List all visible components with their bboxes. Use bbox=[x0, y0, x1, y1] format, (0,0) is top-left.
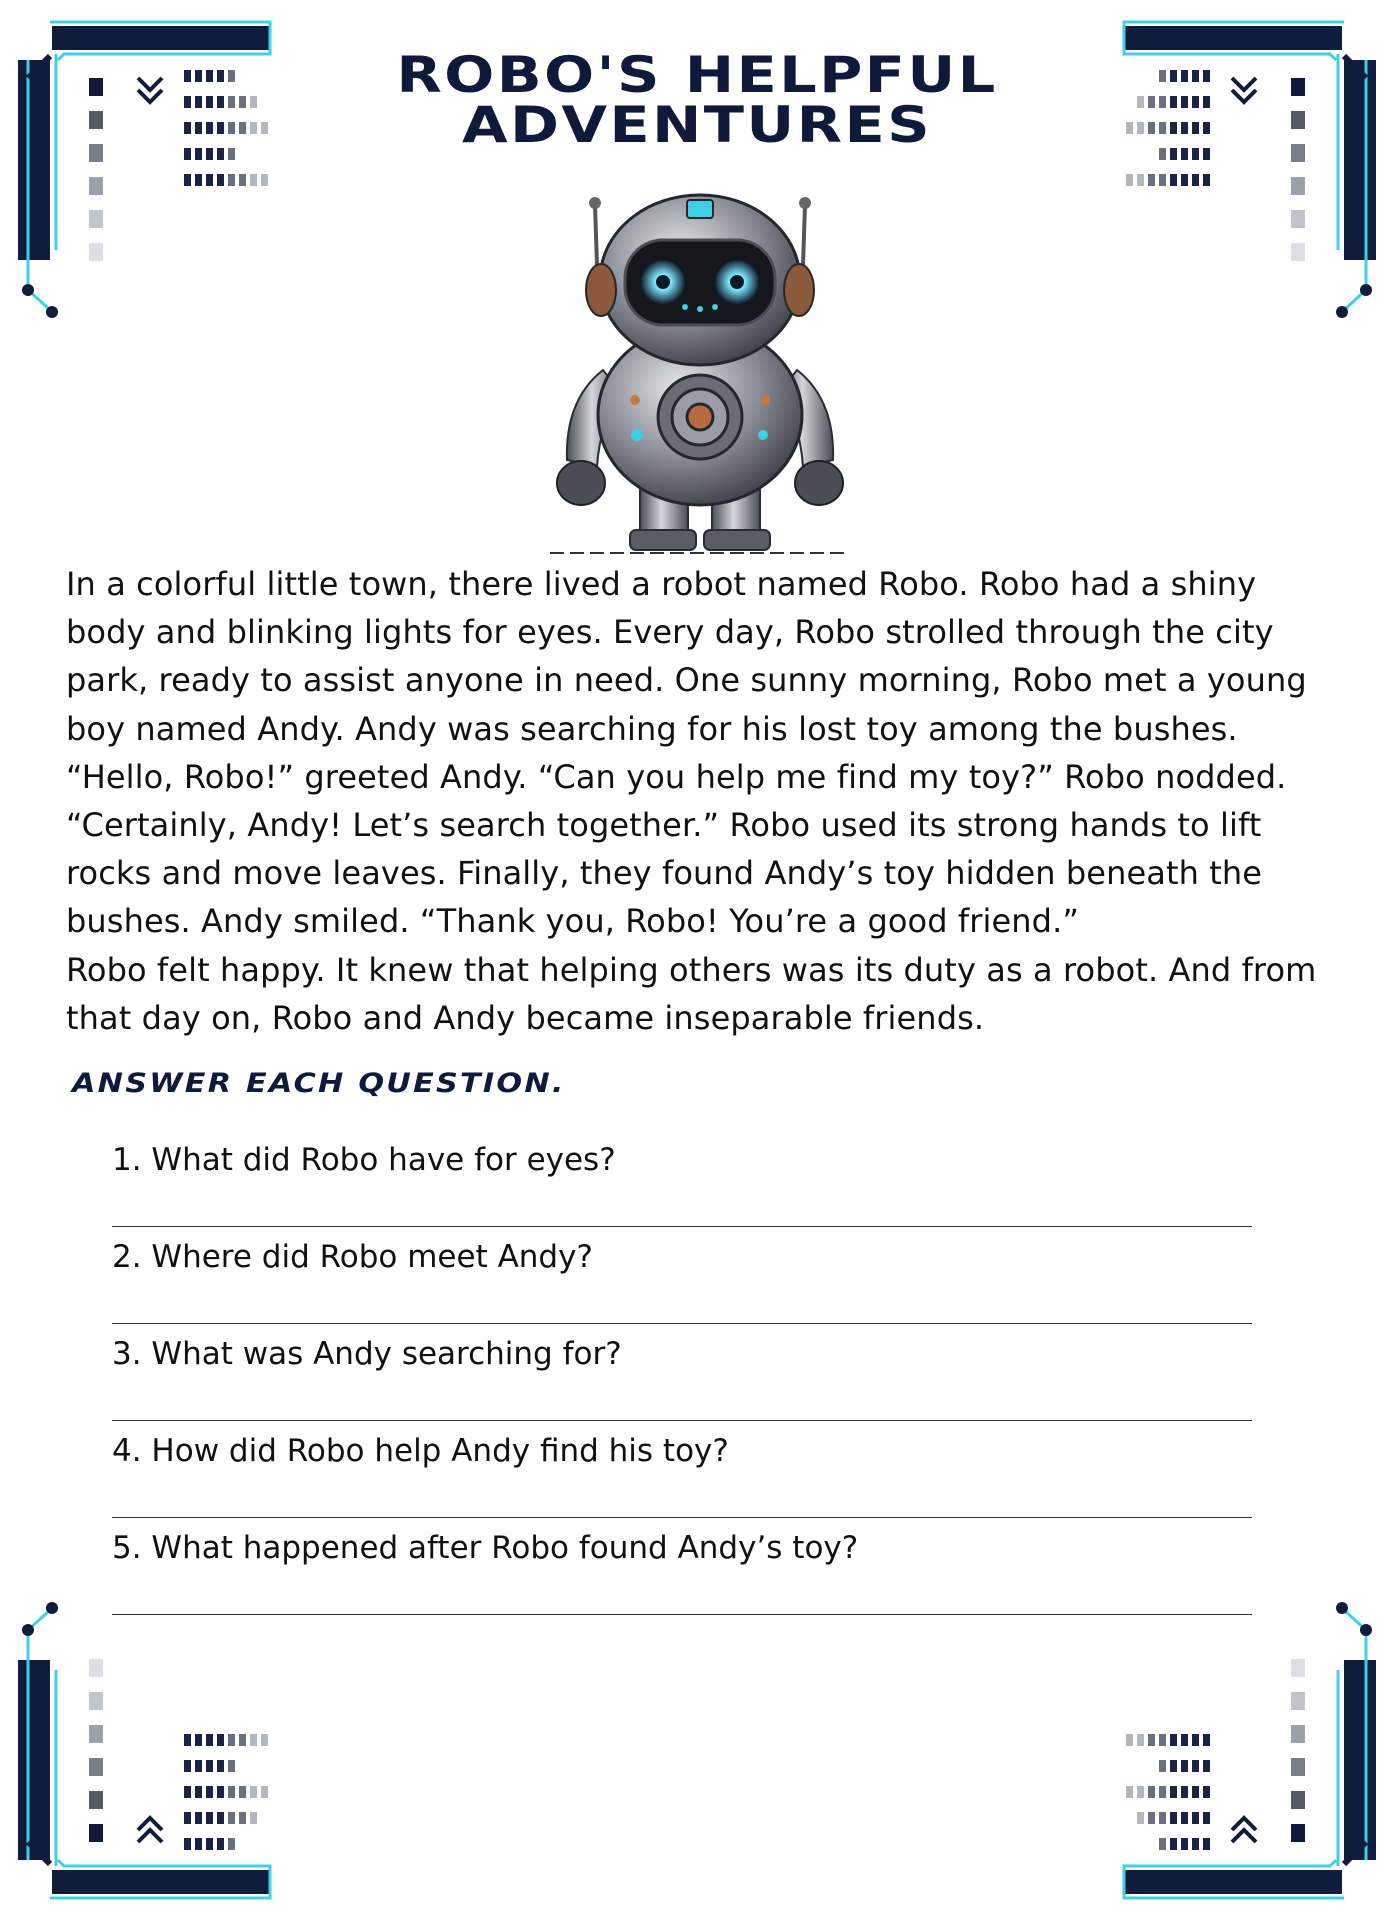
corner-decoration-bottom-left bbox=[0, 1600, 280, 1920]
robot-illustration bbox=[545, 185, 855, 560]
question-text: 2. Where did Robo meet Andy? bbox=[112, 1239, 593, 1275]
question-item bbox=[112, 1324, 1252, 1421]
story-paragraph-2: Robo felt happy. It knew that helping others was its duty as a robot. And from that day on, Robo and Andy became inseparable friends. bbox=[66, 950, 1317, 1037]
question-item bbox=[112, 1518, 1252, 1615]
question-text: 3. What was Andy searching for? bbox=[112, 1336, 622, 1372]
story-text bbox=[66, 560, 1336, 1042]
worksheet-title: ROBO'S HELPFUL ADVENTURES bbox=[396, 46, 998, 154]
corner-decoration-bottom-right bbox=[1114, 1600, 1394, 1920]
question-text: 5. What happened after Robo found Andy’s toy? bbox=[112, 1530, 859, 1566]
question-list bbox=[112, 1130, 1252, 1615]
frame-ornament bbox=[1114, 1600, 1394, 1920]
corner-decoration-top-left bbox=[0, 0, 280, 320]
question-item bbox=[112, 1421, 1252, 1518]
frame-ornament bbox=[0, 1600, 280, 1920]
question-item bbox=[112, 1130, 1252, 1227]
corner-decoration-top-right bbox=[1114, 0, 1394, 320]
story-paragraph-1: In a colorful little town, there lived a robot named Robo. Robo had a shiny body and blinking lights for eyes. Every day, Robo strolled through the city park, ready to assist anyone in need. One sunny morning, Robo met a young boy named Andy. Andy was searching for his lost toy among the bushes. “Hello, Robo!” greeted Andy. “Can you help me find my toy?” Robo nodded. “Certainly, Andy! Let’s search together.” Robo used its strong hands to lift rocks and move leaves. Finally, they found Andy’s toy hidden beneath the bushes. Andy smiled. “Thank you, Robo! You’re a good friend.” bbox=[66, 565, 1307, 941]
instruction-heading: ANSWER EACH QUESTION. bbox=[72, 1068, 566, 1099]
frame-ornament bbox=[1114, 0, 1394, 320]
question-text: 1. What did Robo have for eyes? bbox=[112, 1142, 616, 1178]
answer-line[interactable] bbox=[112, 1614, 1252, 1615]
frame-ornament bbox=[0, 0, 280, 320]
question-item bbox=[112, 1227, 1252, 1324]
question-text: 4. How did Robo help Andy find his toy? bbox=[112, 1433, 729, 1469]
